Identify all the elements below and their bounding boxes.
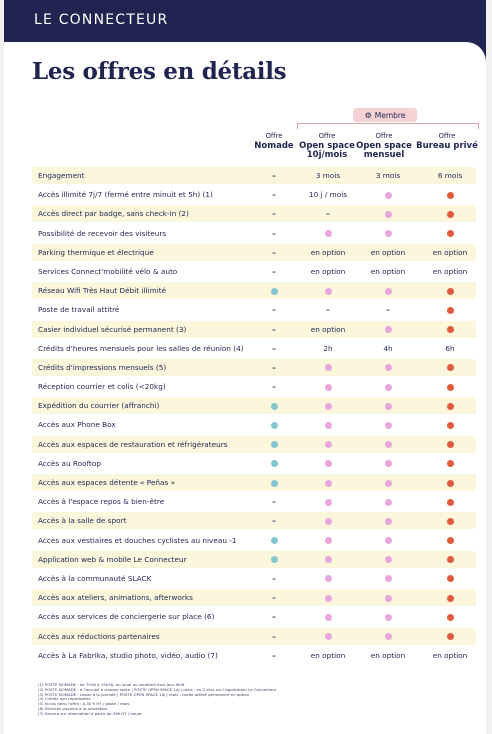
table-row [32,473,476,492]
row-label: Accès à La Fabrika, studio photo, vidéo, audio (7) [38,650,218,660]
table-cell [244,477,304,488]
row-label: Casier individuel sécurisé permanent (3) [38,324,187,334]
cell-value: – [326,209,330,219]
row-label: Accès aux espaces de restauration et réfrigérateurs [38,439,228,449]
table-cell [420,362,480,373]
included-dot-icon [271,403,278,410]
cell-value: – [272,343,276,353]
included-dot-icon [325,422,332,429]
membre-badge [353,108,417,122]
cell-value: en option [310,247,346,257]
included-dot-icon [447,595,454,602]
included-dot-icon [325,441,332,448]
membre-bracket [297,123,479,129]
included-dot-icon [447,403,454,410]
cell-value: – [272,631,276,641]
table-cell [244,343,304,354]
table-cell [358,381,418,392]
table-cell [420,535,480,546]
footnote: (1) POSTE NOMADE : de 7h30 à 19h30, du lundi au vendredi hors jour férié. [38,682,186,687]
cell-value: – [272,362,276,372]
row-label: Crédits d'impressions mensuels (5) [38,362,167,372]
included-dot-icon [385,480,392,487]
table-cell [358,535,418,546]
included-dot-icon [447,518,454,525]
table-cell [358,631,418,642]
page [4,0,486,734]
table-cell [358,266,418,277]
table-cell [420,477,480,488]
included-dot-icon [325,556,332,563]
table-cell [420,324,480,335]
table-cell [244,515,304,526]
cell-value: en option [370,650,406,660]
header-bar [4,0,486,42]
table-row [32,454,476,473]
table-cell [298,228,358,239]
table-cell [358,324,418,335]
table-cell [420,631,480,642]
included-dot-icon [447,575,454,582]
included-dot-icon [447,288,454,295]
brand-logo: LE CONNECTEUR [34,12,169,28]
table-cell [358,208,418,219]
cell-value: – [272,612,276,622]
included-dot-icon [325,518,332,525]
table-cell [358,515,418,526]
table-cell [358,592,418,603]
included-dot-icon [385,518,392,525]
included-dot-icon [385,384,392,391]
footnotes [38,683,478,717]
included-dot-icon [447,384,454,391]
cell-value: – [272,266,276,276]
row-label: Accès à l'espace repos & bien-être [38,497,165,507]
table-row [32,415,476,434]
row-label: Accès à la salle de sport [38,516,127,526]
cell-value: – [272,324,276,334]
table-cell [244,362,304,373]
cell-value: – [272,573,276,583]
table-row [32,243,476,262]
cell-value: – [272,190,276,200]
included-dot-icon [385,288,392,295]
table-cell [420,458,480,469]
row-label: Accès à la communauté SLACK [38,573,152,583]
table-cell [358,554,418,565]
column-header-bureau-prive [414,132,480,151]
cell-value: – [272,171,276,180]
table-cell [298,170,358,181]
table-cell [298,631,358,642]
table-row [32,627,476,646]
cell-value: en option [310,266,346,276]
table-cell [420,573,480,584]
table-cell [298,362,358,373]
included-dot-icon [447,326,454,333]
included-dot-icon [447,192,454,199]
included-dot-icon [271,422,278,429]
included-dot-icon [325,575,332,582]
row-label: Réception courrier et colis (<20kg) [38,382,166,392]
table-cell [244,535,304,546]
column-header-open-space-10j [296,132,358,161]
table-cell [298,439,358,450]
table-cell [358,247,418,258]
table-cell [244,573,304,584]
column-header-pre: Offre [265,132,283,140]
cell-value: en option [310,650,346,660]
table-cell [358,458,418,469]
row-label: Expédition du courrier (affranchi) [38,401,160,411]
table-cell [298,343,358,354]
table-cell [298,285,358,296]
table-cell [420,170,480,181]
included-dot-icon [385,403,392,410]
cell-value: – [272,247,276,257]
included-dot-icon [447,633,454,640]
cell-value: 3 mois [375,171,401,180]
table-cell [244,266,304,277]
cell-value: 3 mois [315,171,341,180]
offers-table [32,166,476,665]
cell-value: – [272,497,276,507]
column-header-name: Open space mensuel [356,140,412,160]
table-cell [358,189,418,200]
table-cell [298,400,358,411]
cell-value: – [272,228,276,238]
table-cell [420,419,480,430]
included-dot-icon [447,499,454,506]
cell-value: en option [432,266,468,276]
table-cell [420,189,480,200]
table-cell [244,228,304,239]
header-corner [466,42,486,62]
table-cell [244,458,304,469]
footnote: (2) POSTE NOMADE : à l'accueil à chaque visite | POSTE OPEN SPACE 10j / mois : en 2 clics sur l'application Le Connecteur [38,686,277,692]
row-label: Accès aux réductions partenaires [38,631,160,641]
table-cell [244,208,304,219]
included-dot-icon [325,614,332,621]
table-cell [244,631,304,642]
included-dot-icon [325,230,332,237]
table-row [32,300,476,319]
included-dot-icon [325,460,332,467]
cell-value: 2h [323,343,333,353]
included-dot-icon [385,633,392,640]
table-cell [420,285,480,296]
table-row [32,435,476,454]
column-header-name: Nomade [254,140,294,151]
column-header-nomade [248,132,300,151]
table-row [32,511,476,530]
included-dot-icon [447,230,454,237]
table-cell [358,496,418,507]
included-dot-icon [447,614,454,621]
table-cell [298,458,358,469]
table-cell [298,535,358,546]
table-cell [244,496,304,507]
table-cell [420,228,480,239]
row-label: Accès illimité 7j/7 (fermé entre minuit et 5h) (1) [38,190,213,200]
included-dot-icon [325,633,332,640]
table-cell [244,650,304,661]
cell-value: 10 j / mois [308,190,348,200]
included-dot-icon [325,537,332,544]
table-cell [298,304,358,315]
table-cell [298,381,358,392]
table-cell [420,439,480,450]
included-dot-icon [271,441,278,448]
table-cell [244,247,304,258]
included-dot-icon [385,422,392,429]
table-cell [298,189,358,200]
table-row [32,377,476,396]
cell-value: – [272,516,276,526]
included-dot-icon [447,460,454,467]
table-cell [358,477,418,488]
included-dot-icon [385,326,392,333]
footnote: (5) Inclus dans l'offre : 0,50 € HT / poste / mois [38,701,130,707]
footnote: (7) Service sur réservation à partir de 39€ HT / heure [38,710,142,716]
page-title: Les offres en détails [32,58,287,85]
row-label: Crédits d'heures mensuels pour les salles de réunion (4) [38,343,244,353]
included-dot-icon [447,556,454,563]
table-cell [420,247,480,258]
included-dot-icon [385,614,392,621]
table-row [32,607,476,626]
row-label: Accès aux Phone Box [38,420,116,430]
cell-value: en option [370,247,406,257]
table-cell [244,554,304,565]
table-cell [358,573,418,584]
table-cell [244,189,304,200]
column-header-open-space-mensuel [355,132,413,161]
included-dot-icon [447,441,454,448]
table-cell [298,477,358,488]
table-row [32,531,476,550]
table-cell [420,554,480,565]
table-cell [358,439,418,450]
table-row [32,550,476,569]
table-row [32,358,476,377]
table-cell [420,208,480,219]
table-cell [298,496,358,507]
cell-value: en option [432,247,468,257]
table-cell [298,650,358,661]
included-dot-icon [385,230,392,237]
included-dot-icon [325,480,332,487]
table-cell [298,611,358,622]
table-row [32,339,476,358]
included-dot-icon [447,307,454,314]
row-label: Accès aux ateliers, animations, afterworks [38,593,193,603]
cell-value: – [386,305,390,315]
included-dot-icon [385,364,392,371]
table-cell [298,208,358,219]
table-row [32,396,476,415]
table-cell [358,362,418,373]
table-cell [244,285,304,296]
cell-value: – [272,382,276,392]
table-cell [298,324,358,335]
included-dot-icon [385,499,392,506]
table-cell [358,170,418,181]
table-cell [420,592,480,603]
included-dot-icon [385,556,392,563]
table-cell [298,419,358,430]
footnote: (3) POSTE NOMADE : casier à la journée | POSTE OPEN SPACE 10j / mois : casier attitré permanent en option [38,691,250,697]
table-cell [244,324,304,335]
included-dot-icon [271,480,278,487]
cell-value: – [272,593,276,603]
table-cell [358,611,418,622]
row-label: Application web & mobile Le Connecteur [38,554,187,564]
table-cell [244,439,304,450]
table-cell [420,400,480,411]
cell-value: – [272,650,276,660]
table-cell [244,592,304,603]
included-dot-icon [385,575,392,582]
cell-value: 6 mois [437,171,463,180]
table-cell [420,343,480,354]
table-cell [298,592,358,603]
row-label: Accès direct par badge, sans check-in (2) [38,209,189,219]
row-label: Poste de travail attitré [38,305,120,315]
column-header-pre: Offre [318,132,336,140]
table-cell [358,304,418,315]
table-row [32,262,476,281]
table-row [32,166,476,185]
table-cell [298,266,358,277]
included-dot-icon [385,460,392,467]
cell-value: 6h [445,343,455,353]
table-cell [244,419,304,430]
included-dot-icon [385,192,392,199]
included-dot-icon [385,537,392,544]
table-row [32,224,476,243]
table-row [32,320,476,339]
table-cell [420,381,480,392]
table-cell [358,419,418,430]
table-row [32,185,476,204]
included-dot-icon [325,403,332,410]
table-cell [244,170,304,181]
cell-value: en option [370,266,406,276]
cell-value: – [272,305,276,315]
row-label: Accès aux services de conciergerie sur place (6) [38,612,215,622]
table-cell [358,228,418,239]
footnote: (6) Services payants à la prestation [38,705,108,711]
cell-value: – [326,305,330,315]
row-label: Engagement [38,171,85,180]
included-dot-icon [271,556,278,563]
included-dot-icon [385,441,392,448]
included-dot-icon [385,595,392,602]
included-dot-icon [385,211,392,218]
included-dot-icon [325,384,332,391]
row-label: Services Connect'mobilité vélo & auto [38,266,178,276]
table-cell [358,400,418,411]
table-cell [244,304,304,315]
cell-value: – [272,209,276,219]
column-header-pre: Offre [438,132,456,140]
included-dot-icon [325,288,332,295]
included-dot-icon [447,211,454,218]
table-row [32,588,476,607]
table-cell [298,247,358,258]
membre-label: Membre [374,110,406,120]
cell-value: 4h [383,343,393,353]
table-row [32,492,476,511]
table-cell [244,611,304,622]
column-header-pre: Offre [375,132,393,140]
included-dot-icon [325,364,332,371]
included-dot-icon [447,480,454,487]
table-cell [298,554,358,565]
row-label: Réseau Wifi Très Haut Débit illimité [38,286,167,296]
table-cell [420,266,480,277]
gear-icon: ⚙ [364,110,372,120]
included-dot-icon [271,288,278,295]
footnote: (4) Crédits non reportables [38,696,91,702]
table-row [32,204,476,223]
table-cell [420,650,480,661]
table-row [32,281,476,300]
row-label: Parking thermique et électrique [38,247,154,257]
table-row [32,569,476,588]
included-dot-icon [447,364,454,371]
table-cell [420,496,480,507]
table-cell [358,343,418,354]
included-dot-icon [325,499,332,506]
cell-value: en option [310,324,346,334]
row-label: Accès au Rooftop [38,458,101,468]
included-dot-icon [271,460,278,467]
table-cell [420,611,480,622]
table-cell [420,304,480,315]
included-dot-icon [271,537,278,544]
included-dot-icon [447,422,454,429]
row-label: Possibilité de recevoir des visiteurs [38,228,167,238]
column-header-name: Bureau privé [416,140,478,151]
table-cell [298,573,358,584]
table-cell [420,515,480,526]
column-header-name: Open space 10j/mois [299,140,355,160]
cell-value: en option [432,650,468,660]
row-label: Accès aux espaces détente « Peñas » [38,478,176,487]
row-label: Accès aux vestiaires et douches cyclistes au niveau -1 [38,535,237,545]
table-cell [244,400,304,411]
included-dot-icon [447,537,454,544]
table-row [32,646,476,665]
table-cell [298,515,358,526]
table-cell [244,381,304,392]
included-dot-icon [325,595,332,602]
table-cell [358,650,418,661]
table-cell [358,285,418,296]
